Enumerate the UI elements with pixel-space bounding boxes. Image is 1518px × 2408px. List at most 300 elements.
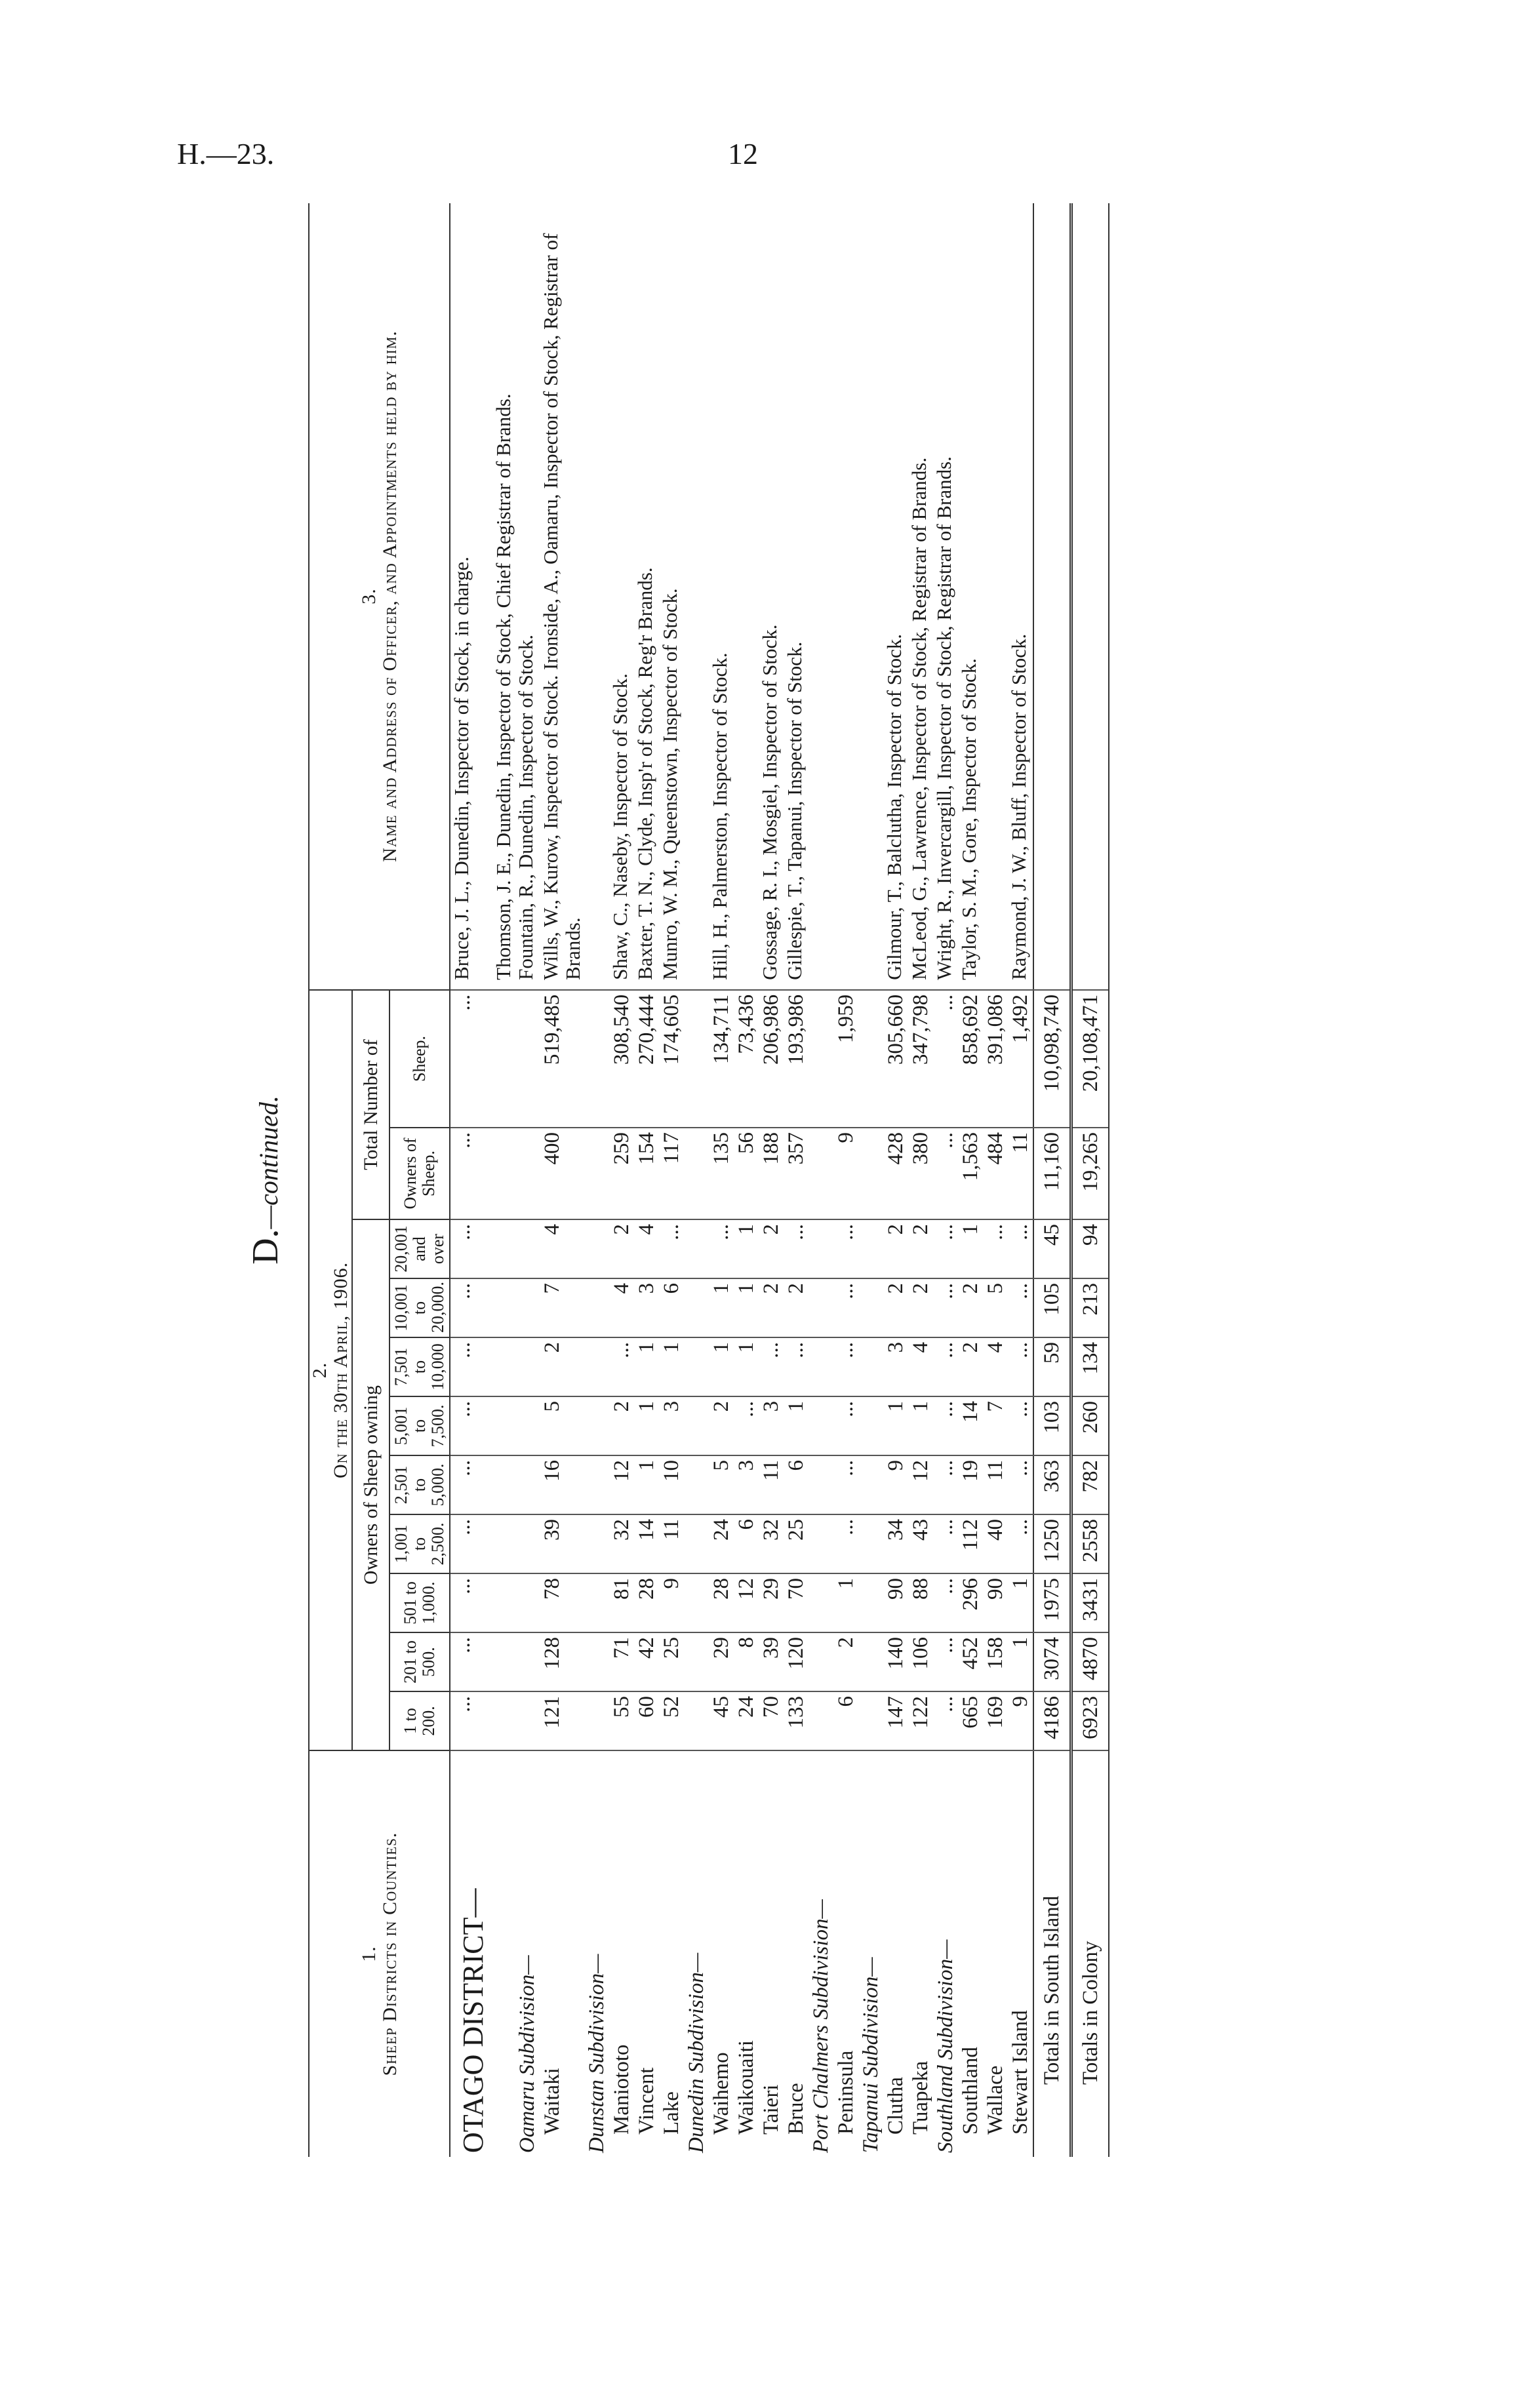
- officer-cell: McLeod, G., Lawrence, Inspector of Stock, Registrar of Brands.: [908, 203, 933, 990]
- owner-count-cell: [809, 1396, 833, 1455]
- owner-count-cell: 2: [709, 1396, 734, 1455]
- col3-header: [309, 203, 450, 990]
- owner-count-cell: 120: [784, 1632, 809, 1691]
- table-row: [858, 203, 883, 2157]
- totals-count-cell: 45: [1033, 1219, 1071, 1278]
- page-number: 12: [728, 137, 758, 170]
- sheep-total-cell: 206,986: [759, 990, 784, 1128]
- owner-count-cell: 296: [958, 1573, 983, 1632]
- owner-count-cell: 6: [833, 1691, 858, 1750]
- totals-count-cell: 4870: [1071, 1632, 1109, 1691]
- owner-count-cell: [858, 1632, 883, 1691]
- col3-label: Name and Address of Officer, and Appointments held by him.: [378, 330, 401, 862]
- owner-count-cell: 1: [883, 1396, 908, 1455]
- owner-count-cell: 24: [709, 1514, 734, 1573]
- totals-label: Totals in Colony: [1071, 1750, 1109, 2157]
- owners-total-cell: 154: [634, 1128, 659, 1219]
- owner-count-cell: 1: [908, 1396, 933, 1455]
- owner-count-cell: ...: [1008, 1514, 1033, 1573]
- totals-owners-cell: 11,160: [1033, 1128, 1071, 1219]
- owner-count-cell: 6: [659, 1278, 684, 1337]
- owner-count-cell: 32: [609, 1514, 634, 1573]
- owner-count-cell: [684, 1455, 709, 1514]
- owner-count-cell: 2: [958, 1278, 983, 1337]
- table-row: [809, 203, 833, 2157]
- owner-count-cell: [684, 1573, 709, 1632]
- owner-count-cell: 11: [759, 1455, 784, 1514]
- owner-count-cell: 78: [540, 1573, 584, 1632]
- owner-count-cell: 121: [540, 1691, 584, 1750]
- owners-total-cell: 117: [659, 1128, 684, 1219]
- owner-count-cell: 2: [908, 1278, 933, 1337]
- total-group-header: Total Number of: [352, 990, 389, 1219]
- owner-count-cell: 112: [958, 1514, 983, 1573]
- owner-count-cell: [684, 1219, 709, 1278]
- owner-count-cell: [515, 1632, 540, 1691]
- owner-count-cell: [584, 1514, 609, 1573]
- owner-count-cell: [492, 1573, 515, 1632]
- officer-cell: [833, 203, 858, 990]
- owners-total-cell: [515, 1128, 540, 1219]
- sheep-total-cell: [684, 990, 709, 1128]
- owner-count-cell: [858, 1337, 883, 1396]
- owner-count-cell: 6: [734, 1514, 759, 1573]
- owner-count-cell: ...: [1008, 1396, 1033, 1455]
- district-name: [492, 1750, 515, 2157]
- table-row: [933, 203, 958, 2157]
- owner-count-cell: 1: [784, 1396, 809, 1455]
- owner-count-cell: [809, 1573, 833, 1632]
- officer-cell: Wright, R., Invercargill, Inspector of Stock, Registrar of Brands.: [933, 203, 958, 990]
- owner-count-cell: ...: [933, 1455, 958, 1514]
- owners-group-header: Owners of Sheep owning: [352, 1219, 389, 1750]
- owner-count-cell: ...: [450, 1337, 492, 1396]
- totals-count-cell: 3074: [1033, 1632, 1071, 1691]
- owner-count-cell: 9: [659, 1573, 684, 1632]
- col1-number: 1.: [357, 1946, 380, 1962]
- owner-count-cell: [858, 1573, 883, 1632]
- owner-count-cell: ...: [450, 1278, 492, 1337]
- officer-cell: [584, 203, 609, 990]
- range-header: 20,001 and over: [389, 1219, 450, 1278]
- owners-total-cell: ...: [933, 1128, 958, 1219]
- table-row: [759, 203, 784, 2157]
- district-name: Stewart Island: [1009, 2010, 1032, 2135]
- range-header: 201 to 500.: [389, 1632, 450, 1691]
- owner-count-cell: ...: [933, 1514, 958, 1573]
- sheep-total-cell: 1,959: [833, 990, 858, 1128]
- owner-count-cell: ...: [983, 1219, 1008, 1278]
- officer-cell: [809, 203, 833, 990]
- owner-count-cell: 90: [883, 1573, 908, 1632]
- owner-count-cell: 7: [983, 1396, 1008, 1455]
- owner-count-cell: 106: [908, 1632, 933, 1691]
- owner-count-cell: [858, 1691, 883, 1750]
- table-row: [515, 203, 540, 2157]
- officer-cell: [858, 203, 883, 990]
- table-row: [492, 203, 515, 2157]
- col2-label: On the 30th April, 1906.: [330, 1261, 351, 1479]
- owner-count-cell: 45: [709, 1691, 734, 1750]
- owner-count-cell: 9: [1008, 1691, 1033, 1750]
- table-title-main: D.: [245, 1229, 286, 1265]
- col2-header: [309, 990, 352, 1750]
- owner-count-cell: [684, 1691, 709, 1750]
- owner-count-cell: 3: [883, 1337, 908, 1396]
- owner-count-cell: [584, 1573, 609, 1632]
- table-row: [540, 203, 584, 2157]
- officer-cell: Raymond, J. W., Bluff, Inspector of Stock.: [1008, 203, 1033, 990]
- owner-count-cell: [492, 1396, 515, 1455]
- table-row: [684, 203, 709, 2157]
- table-body: [450, 203, 1109, 2157]
- district-name: Wallace: [984, 2065, 1007, 2135]
- table-header: [309, 203, 450, 2157]
- table-row: [709, 203, 734, 2157]
- officer-cell: Gillespie, T., Tapanui, Inspector of Stock.: [784, 203, 809, 990]
- owner-count-cell: 19: [958, 1455, 983, 1514]
- owner-count-cell: 147: [883, 1691, 908, 1750]
- officer-cell: Shaw, C., Naseby, Inspector of Stock.: [609, 203, 634, 990]
- col3-number: 3.: [357, 588, 380, 604]
- owner-count-cell: [492, 1514, 515, 1573]
- sheep-total-cell: ...: [933, 990, 958, 1128]
- owners-total-cell: [684, 1128, 709, 1219]
- col1-header: [309, 1750, 450, 2157]
- owner-count-cell: 1: [734, 1219, 759, 1278]
- totals-count-cell: 363: [1033, 1455, 1071, 1514]
- district-name: Peninsula: [834, 2050, 858, 2135]
- owner-count-cell: [809, 1337, 833, 1396]
- district-name: Tapanui Subdivision—: [859, 1957, 883, 2153]
- officer-cell: Thomson, J. E., Dunedin, Inspector of Stock, Chief Registrar of Brands.: [492, 203, 515, 990]
- district-name: Oamaru Subdivision—: [515, 1955, 539, 2153]
- page-identifier: H.—23.: [177, 137, 275, 170]
- owner-count-cell: 71: [609, 1632, 634, 1691]
- owner-count-cell: 88: [908, 1573, 933, 1632]
- district-name: Waitaki: [540, 2068, 564, 2135]
- owner-count-cell: [684, 1632, 709, 1691]
- owner-count-cell: ...: [833, 1278, 858, 1337]
- owner-count-cell: 29: [709, 1632, 734, 1691]
- owner-count-cell: [515, 1455, 540, 1514]
- owner-count-cell: 12: [908, 1455, 933, 1514]
- owners-total-cell: 188: [759, 1128, 784, 1219]
- district-name: Clutha: [884, 2077, 908, 2135]
- totals-count-cell: 105: [1033, 1278, 1071, 1337]
- owner-count-cell: ...: [933, 1219, 958, 1278]
- owner-count-cell: ...: [1008, 1455, 1033, 1514]
- owner-count-cell: 1: [634, 1337, 659, 1396]
- owner-count-cell: [584, 1219, 609, 1278]
- owner-count-cell: [809, 1514, 833, 1573]
- owner-count-cell: 55: [609, 1691, 634, 1750]
- sheep-total-cell: 193,986: [784, 990, 809, 1128]
- owner-count-cell: 2: [883, 1278, 908, 1337]
- officer-cell: Baxter, T. N., Clyde, Insp'r of Stock, Reg'r Brands.: [634, 203, 659, 990]
- owner-count-cell: [584, 1632, 609, 1691]
- district-name: Southland: [959, 2047, 982, 2135]
- owner-count-cell: ...: [833, 1219, 858, 1278]
- officer-cell: [1071, 203, 1109, 990]
- owner-count-cell: 4: [540, 1219, 584, 1278]
- sheep-total-cell: 308,540: [609, 990, 634, 1128]
- sheep-total-cell: 134,711: [709, 990, 734, 1128]
- owner-count-cell: 2: [540, 1337, 584, 1396]
- owner-count-cell: 665: [958, 1691, 983, 1750]
- rotated-table-sheet: [230, 203, 1311, 2157]
- owner-count-cell: ...: [450, 1396, 492, 1455]
- owner-count-cell: 1: [1008, 1632, 1033, 1691]
- owner-count-cell: 2: [609, 1219, 634, 1278]
- owner-count-cell: [858, 1278, 883, 1337]
- owner-count-cell: 43: [908, 1514, 933, 1573]
- owner-count-cell: 34: [883, 1514, 908, 1573]
- owner-count-cell: 1: [659, 1337, 684, 1396]
- owner-count-cell: [684, 1396, 709, 1455]
- owner-count-cell: [515, 1514, 540, 1573]
- totals-count-cell: 103: [1033, 1396, 1071, 1455]
- owner-count-cell: ...: [933, 1337, 958, 1396]
- table-row: [634, 203, 659, 2157]
- officer-cell: Wills, W., Kurow, Inspector of Stock. Ironside, A., Oamaru, Inspector of Stock, Registrar of Brands.: [540, 203, 584, 990]
- district-name: OTAGO DISTRICT—: [457, 1888, 489, 2153]
- owner-count-cell: 90: [983, 1573, 1008, 1632]
- owner-count-cell: ...: [450, 1632, 492, 1691]
- owner-count-cell: ...: [609, 1337, 634, 1396]
- range-header: 5,001 to 7,500.: [389, 1396, 450, 1455]
- owner-count-cell: 4: [983, 1337, 1008, 1396]
- owner-count-cell: [584, 1691, 609, 1750]
- owner-count-cell: 3: [759, 1396, 784, 1455]
- officer-cell: [983, 203, 1008, 990]
- totals-count-cell: 94: [1071, 1219, 1109, 1278]
- owner-count-cell: [515, 1573, 540, 1632]
- owner-count-cell: [584, 1278, 609, 1337]
- owner-count-cell: 28: [634, 1573, 659, 1632]
- owner-count-cell: 70: [784, 1573, 809, 1632]
- owner-count-cell: 2: [784, 1278, 809, 1337]
- owner-count-cell: [858, 1219, 883, 1278]
- owner-count-cell: 70: [759, 1691, 784, 1750]
- owner-count-cell: 2: [883, 1219, 908, 1278]
- table-row: [584, 203, 609, 2157]
- owners-total-cell: 357: [784, 1128, 809, 1219]
- owner-count-cell: 1: [634, 1396, 659, 1455]
- owner-count-cell: [584, 1337, 609, 1396]
- totals-sheep-cell: 20,108,471: [1071, 990, 1109, 1128]
- totals-count-cell: 213: [1071, 1278, 1109, 1337]
- officer-cell: [1033, 203, 1071, 990]
- table-row: [1008, 203, 1033, 2157]
- range-header: 501 to 1,000.: [389, 1573, 450, 1632]
- owner-count-cell: [492, 1632, 515, 1691]
- totals-sheep-cell: 10,098,740: [1033, 990, 1071, 1128]
- owner-count-cell: ...: [833, 1337, 858, 1396]
- owner-count-cell: 9: [883, 1455, 908, 1514]
- owner-count-cell: [492, 1455, 515, 1514]
- owner-count-cell: ...: [1008, 1219, 1033, 1278]
- district-name: Vincent: [635, 2067, 658, 2135]
- owner-count-cell: ...: [450, 1691, 492, 1750]
- owner-count-cell: [809, 1455, 833, 1514]
- owner-count-cell: 3: [634, 1278, 659, 1337]
- owner-count-cell: 25: [659, 1632, 684, 1691]
- sheep-total-cell: 73,436: [734, 990, 759, 1128]
- table-row: [734, 203, 759, 2157]
- owner-count-cell: ...: [759, 1337, 784, 1396]
- owner-count-cell: [584, 1455, 609, 1514]
- sheep-total-cell: [515, 990, 540, 1128]
- owner-count-cell: ...: [450, 1219, 492, 1278]
- totals-count-cell: 4186: [1033, 1691, 1071, 1750]
- sheep-total-cell: [584, 990, 609, 1128]
- owner-count-cell: 133: [784, 1691, 809, 1750]
- owner-count-cell: [584, 1396, 609, 1455]
- owner-count-cell: [809, 1691, 833, 1750]
- owner-count-cell: 4: [634, 1219, 659, 1278]
- owners-total-cell: ...: [450, 1128, 492, 1219]
- owner-count-cell: [515, 1278, 540, 1337]
- owner-count-cell: ...: [933, 1691, 958, 1750]
- owner-count-cell: 12: [734, 1573, 759, 1632]
- owner-count-cell: 11: [983, 1455, 1008, 1514]
- owner-count-cell: 28: [709, 1573, 734, 1632]
- owners-of-sheep-header: Owners of Sheep.: [389, 1128, 450, 1219]
- range-header: 7,501 to 10,000: [389, 1337, 450, 1396]
- totals-count-cell: 134: [1071, 1337, 1109, 1396]
- table-row: [609, 203, 634, 2157]
- owner-count-cell: 1: [958, 1219, 983, 1278]
- owner-count-cell: 3: [659, 1396, 684, 1455]
- owner-count-cell: 2: [609, 1396, 634, 1455]
- district-name: Tuapeka: [909, 2061, 932, 2135]
- owner-count-cell: 1: [709, 1337, 734, 1396]
- owner-count-cell: [515, 1691, 540, 1750]
- owner-count-cell: ...: [709, 1219, 734, 1278]
- owner-count-cell: 40: [983, 1514, 1008, 1573]
- owner-count-cell: 52: [659, 1691, 684, 1750]
- owner-count-cell: [515, 1396, 540, 1455]
- owner-count-cell: 11: [659, 1514, 684, 1573]
- officer-cell: Taylor, S. M., Gore, Inspector of Stock.: [958, 203, 983, 990]
- owner-count-cell: ...: [833, 1514, 858, 1573]
- owner-count-cell: 158: [983, 1632, 1008, 1691]
- totals-row: [1071, 203, 1109, 2157]
- district-name: Bruce: [784, 2083, 808, 2135]
- district-name: Maniototo: [610, 2044, 633, 2135]
- owner-count-cell: ...: [933, 1632, 958, 1691]
- owners-total-cell: 484: [983, 1128, 1008, 1219]
- owner-count-cell: ...: [933, 1278, 958, 1337]
- sheep-districts-table: [308, 203, 1109, 2157]
- district-name: Waihemo: [709, 2052, 733, 2135]
- sheep-total-cell: 519,485: [540, 990, 584, 1128]
- officer-cell: Fountain, R., Dunedin, Inspector of Stock.: [515, 203, 540, 990]
- owner-count-cell: [858, 1455, 883, 1514]
- owner-count-cell: ...: [933, 1396, 958, 1455]
- sheep-total-cell: [858, 990, 883, 1128]
- owner-count-cell: 4: [908, 1337, 933, 1396]
- owner-count-cell: 12: [609, 1455, 634, 1514]
- owner-count-cell: 1: [833, 1573, 858, 1632]
- owner-count-cell: 2: [958, 1337, 983, 1396]
- district-name: Lake: [660, 2091, 683, 2135]
- owner-count-cell: [858, 1396, 883, 1455]
- owner-count-cell: ...: [450, 1455, 492, 1514]
- owner-count-cell: [492, 1219, 515, 1278]
- owner-count-cell: [515, 1337, 540, 1396]
- owner-count-cell: 81: [609, 1573, 634, 1632]
- owner-count-cell: 1: [1008, 1573, 1033, 1632]
- range-header: 1,001 to 2,500.: [389, 1514, 450, 1573]
- owner-count-cell: 1: [709, 1278, 734, 1337]
- totals-owners-cell: 19,265: [1071, 1128, 1109, 1219]
- owner-count-cell: 128: [540, 1632, 584, 1691]
- sheep-total-cell: [809, 990, 833, 1128]
- totals-count-cell: 2558: [1071, 1514, 1109, 1573]
- table-row: [450, 203, 492, 2157]
- owner-count-cell: 140: [883, 1632, 908, 1691]
- owner-count-cell: ...: [450, 1514, 492, 1573]
- sheep-total-cell: 305,660: [883, 990, 908, 1128]
- owner-count-cell: [809, 1632, 833, 1691]
- totals-count-cell: 59: [1033, 1337, 1071, 1396]
- col1-label: Sheep Districts in Counties.: [378, 1832, 401, 2076]
- table-title: [230, 203, 302, 2157]
- officer-cell: Gilmour, T., Balclutha, Inspector of Stock.: [883, 203, 908, 990]
- owner-count-cell: 2: [759, 1278, 784, 1337]
- sheep-total-cell: 270,444: [634, 990, 659, 1128]
- owner-count-cell: 14: [958, 1396, 983, 1455]
- range-header: 2,501 to 5,000.: [389, 1455, 450, 1514]
- table-row: [784, 203, 809, 2157]
- owner-count-cell: 39: [540, 1514, 584, 1573]
- owners-total-cell: 1,563: [958, 1128, 983, 1219]
- owners-total-cell: 135: [709, 1128, 734, 1219]
- owner-count-cell: 16: [540, 1455, 584, 1514]
- owner-count-cell: 10: [659, 1455, 684, 1514]
- officer-cell: Gossage, R. I., Mosgiel, Inspector of Stock.: [759, 203, 784, 990]
- district-name: Southland Subdivision—: [934, 1939, 957, 2153]
- sheep-total-cell: 391,086: [983, 990, 1008, 1128]
- officer-cell: Munro, W. M., Queenstown, Inspector of Stock.: [659, 203, 684, 990]
- owners-total-cell: 259: [609, 1128, 634, 1219]
- owners-total-cell: 11: [1008, 1128, 1033, 1219]
- table-row: [883, 203, 908, 2157]
- owner-count-cell: ...: [833, 1396, 858, 1455]
- table-row: [958, 203, 983, 2157]
- owner-count-cell: ...: [1008, 1278, 1033, 1337]
- district-name: Taieri: [759, 2084, 783, 2135]
- owners-total-cell: [858, 1128, 883, 1219]
- sheep-total-cell: 174,605: [659, 990, 684, 1128]
- owners-total-cell: 56: [734, 1128, 759, 1219]
- owner-count-cell: 5: [983, 1278, 1008, 1337]
- sheep-total-cell: ...: [450, 990, 492, 1128]
- owners-total-cell: [809, 1128, 833, 1219]
- owner-count-cell: [492, 1691, 515, 1750]
- officer-cell: [734, 203, 759, 990]
- sheep-total-cell: 347,798: [908, 990, 933, 1128]
- owner-count-cell: 7: [540, 1278, 584, 1337]
- owner-count-cell: ...: [784, 1219, 809, 1278]
- table-row: [659, 203, 684, 2157]
- totals-count-cell: 6923: [1071, 1691, 1109, 1750]
- district-name: Dunstan Subdivision—: [585, 1954, 609, 2153]
- owner-count-cell: ...: [1008, 1337, 1033, 1396]
- owner-count-cell: 1: [734, 1278, 759, 1337]
